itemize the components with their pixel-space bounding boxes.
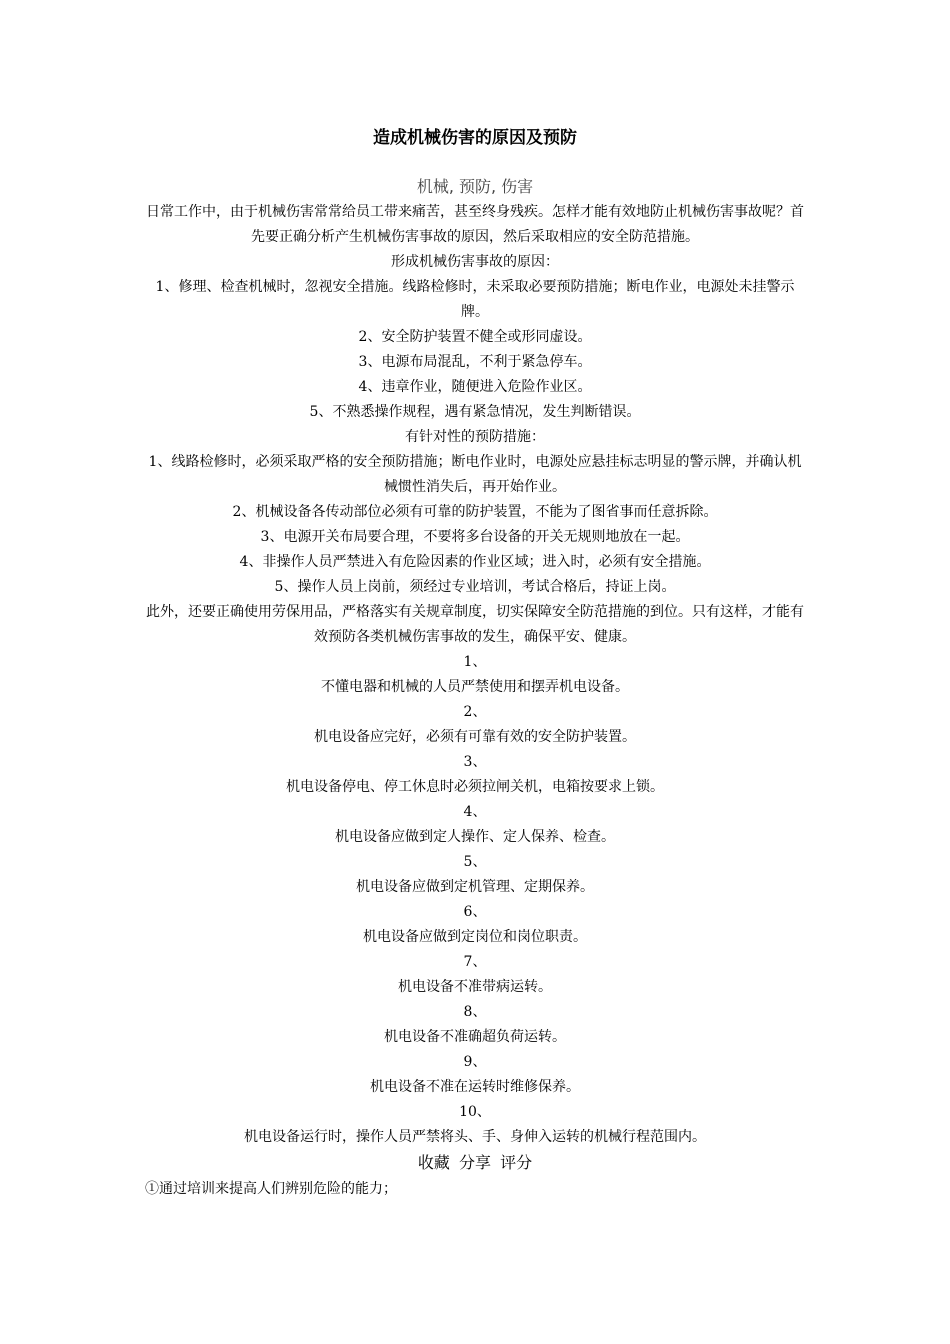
cause-item: 1、修理、检查机械时，忽视安全措施。线路检修时，未采取必要预防措施；断电作业，电源处未挂警示牌。 [155,279,795,320]
rule-text: 机电设备应完好，必须有可靠有效的安全防护装置。 [314,729,636,745]
rule-number: 1、 [463,654,487,670]
rule-text: 机电设备应做到定人操作、定人保养、检查。 [335,829,615,845]
document-title: 造成机械伤害的原因及预防 [373,128,577,148]
cause-item: 2、安全防护装置不健全或形同虚设。 [358,329,592,345]
rule-number: 2、 [463,704,487,720]
rule-text: 机电设备运行时，操作人员严禁将头、手、身伸入运转的机械行程范围内。 [244,1129,706,1145]
rule-number: 9、 [463,1054,487,1070]
rate-button[interactable]: 评分 [500,1153,533,1172]
rules-list [145,650,805,1150]
rule-number: 3、 [463,754,487,770]
cause-item: 4、违章作业，随便进入危险作业区。 [358,379,592,395]
rule-number: 7、 [463,954,487,970]
document-page [145,118,805,1202]
measures-heading: 有针对性的预防措施： [405,429,545,445]
rule-text: 机电设备应做到定岗位和岗位职责。 [363,929,587,945]
measure-item: 3、电源开关布局要合理，不要将多台设备的开关无规则地放在一起。 [260,529,690,545]
rule-number: 8、 [463,1004,487,1020]
rule-text: 不懂电器和机械的人员严禁使用和摆弄机电设备。 [321,679,629,695]
rule-text: 机电设备应做到定机管理、定期保养。 [356,879,594,895]
share-button[interactable]: 分享 [458,1153,491,1172]
measure-item: 1、线路检修时，必须采取严格的安全预防措施；断电作业时，电源处应悬挂标志明显的警示牌，并确认机械惯性消失后，再开始作业。 [148,454,802,495]
intro-paragraph: 日常工作中，由于机械伤害常常给员工带来痛苦，甚至终身残疾。怎样才能有效地防止机械伤害事故呢？首先要正确分析产生机械伤害事故的原因，然后采取相应的安全防范措施。 [146,204,804,245]
rule-number: 10、 [459,1104,491,1120]
measure-item: 2、机械设备各传动部位必须有可靠的防护装置，不能为了图省事而任意拆除。 [232,504,718,520]
rule-number: 6、 [463,904,487,920]
rule-text: 机电设备不准在运转时维修保养。 [370,1079,580,1095]
rule-number: 4、 [463,804,487,820]
cause-item: 3、电源布局混乱，不利于紧急停车。 [358,354,592,370]
measure-item: 4、非操作人员严禁进入有危险因素的作业区域；进入时，必须有安全措施。 [239,554,711,570]
rule-text: 机电设备不准带病运转。 [398,979,552,995]
measure-item: 5、操作人员上岗前，须经过专业培训，考试合格后，持证上岗。 [274,579,676,595]
rule-number: 5、 [463,854,487,870]
training-note: ①通过培训来提高人们辨别危险的能力； [145,1181,397,1197]
rule-text: 机电设备停电、停工休息时必须拉闸关机，电箱按要求上锁。 [286,779,664,795]
cause-item: 5、不熟悉操作规程，遇有紧急情况，发生判断错误。 [309,404,641,420]
closing-paragraph: 此外，还要正确使用劳保用品，严格落实有关规章制度，切实保障安全防范措施的到位。只有这样，才能有效预防各类机械伤害事故的发生，确保平安、健康。 [146,604,804,645]
action-bar [145,1150,805,1176]
rule-text: 机电设备不准确超负荷运转。 [384,1029,566,1045]
keywords: 机械, 预防, 伤害 [416,177,534,196]
causes-heading: 形成机械伤害事故的原因： [391,254,559,270]
collect-button[interactable]: 收藏 [417,1153,450,1172]
